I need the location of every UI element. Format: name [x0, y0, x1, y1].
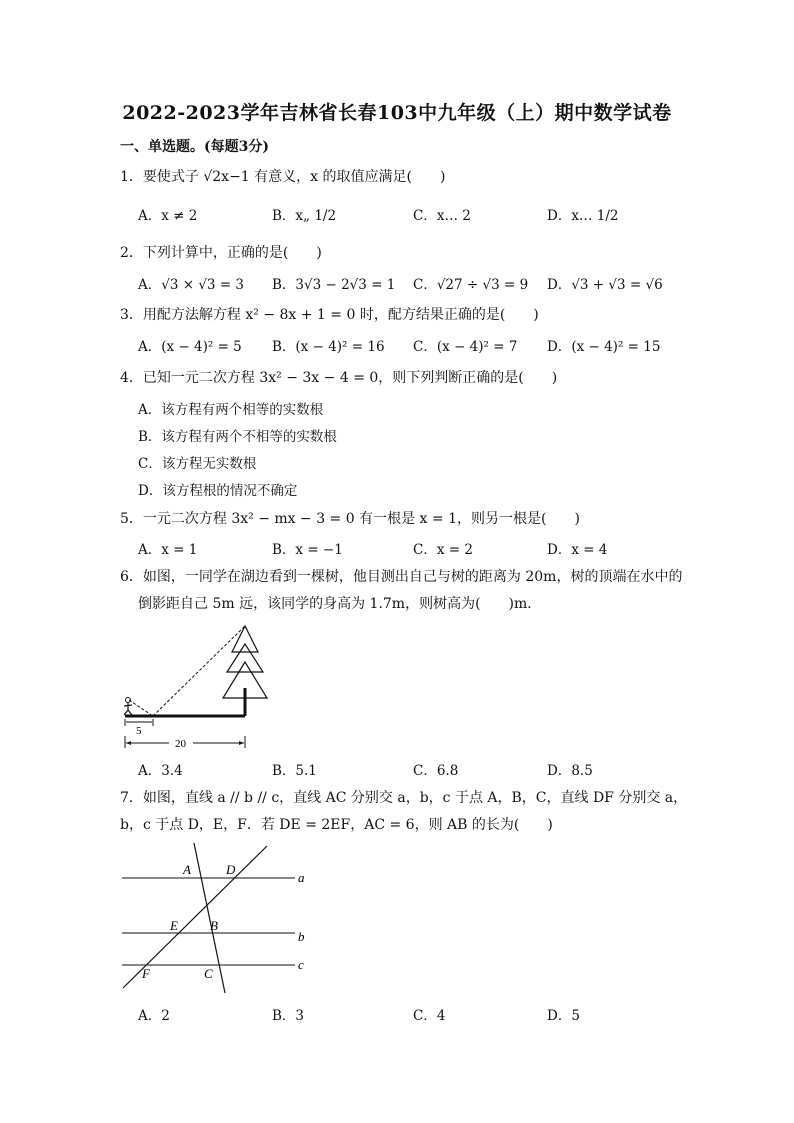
q2-option-a: A．√3 × √3 = 3 — [138, 277, 245, 293]
q7-option-d: D．5 — [547, 1008, 580, 1024]
line-c-label: c — [298, 957, 304, 972]
question-3: 3．用配方法解方程 x² − 8x + 1 = 0 时，配方结果正确的是( ) — [120, 307, 539, 323]
point-E-label: E — [170, 918, 178, 933]
point-B-label: B — [210, 918, 218, 933]
q6-option-b: B．5.1 — [272, 763, 317, 779]
q6-option-c: C．6.8 — [413, 763, 459, 779]
person-icon — [124, 698, 132, 716]
dimension-5-label: 5 — [136, 725, 142, 737]
tree-top — [232, 626, 258, 652]
q4-option-b: B．该方程有两个不相等的实数根 — [138, 429, 337, 445]
q7-figure-parallel-lines — [110, 838, 320, 998]
q5-option-b: B．x = −1 — [272, 542, 343, 558]
question-6-line-2: 倒影距自己 5m 远，该同学的身高为 1.7m，则树高为( )m． — [138, 596, 542, 612]
sight-line-to-reflection — [129, 700, 153, 716]
line-a-label: a — [298, 870, 305, 885]
point-C-label: C — [204, 966, 213, 981]
tree-middle — [227, 644, 263, 672]
q7-option-c: C．4 — [413, 1008, 446, 1024]
question-7-line-2: b，c 于点 D，E，F．若 DE = 2EF，AC = 6，则 AB 的长为( ) — [120, 817, 553, 833]
q5-option-d: D．x = 4 — [547, 542, 608, 558]
section-heading: 一、单选题。(每题3分) — [120, 139, 269, 155]
dimension-20-label: 20 — [175, 738, 186, 750]
q5-option-a: A．x = 1 — [138, 542, 198, 558]
q2-option-d: D．√3 + √3 = √6 — [547, 277, 663, 293]
dim-20-arrow-left — [126, 741, 131, 745]
q1-option-c: C．x… 2 — [413, 208, 471, 224]
q3-option-a: A．(x − 4)² = 5 — [138, 339, 242, 355]
q2-option-b: B．3√3 − 2√3 = 1 — [272, 277, 396, 293]
q1-option-b: B．x„ 1/2 — [272, 208, 337, 224]
q3-option-d: D．(x − 4)² = 15 — [547, 339, 661, 355]
q4-option-a: A．该方程有两个相等的实数根 — [138, 402, 324, 418]
q2-option-c: C．√27 ÷ √3 = 9 — [413, 277, 529, 293]
question-5: 5．一元二次方程 3x² − mx − 3 = 0 有一根是 x = 1，则另一根是( ) — [120, 511, 580, 527]
question-6-line-1: 6．如图，一同学在湖边看到一棵树，他目测出自己与树的距离为 20m，树的顶端在水中的 — [120, 569, 683, 585]
q1-option-a: A．x ≠ 2 — [138, 208, 198, 224]
line-b-label: b — [298, 929, 305, 944]
q3-option-c: C．(x − 4)² = 7 — [413, 339, 518, 355]
q6-option-a: A．3.4 — [138, 763, 183, 779]
question-7-line-1: 7．如图，直线 a // b // c，直线 AC 分别交 a，b，c 于点 A，B，C，直线 DF 分别交 a， — [120, 790, 688, 806]
q4-option-d: D．该方程根的情况不确定 — [138, 483, 298, 499]
q1-option-d: D．x… 1/2 — [547, 208, 619, 224]
q5-option-c: C．x = 2 — [413, 542, 473, 558]
question-2: 2．下列计算中，正确的是( ) — [120, 245, 322, 261]
question-1: 1．要使式子 √2x−1 有意义，x 的取值应满足( ) — [120, 169, 446, 185]
q6-figure-tree-reflection — [115, 618, 275, 753]
q4-option-c: C．该方程无实数根 — [138, 456, 257, 472]
point-D-label: D — [226, 862, 236, 877]
q7-option-b: B．3 — [272, 1008, 305, 1024]
page-title: 2022-2023学年吉林省长春103中九年级（上）期中数学试卷 — [122, 102, 672, 124]
point-F-label: F — [142, 966, 150, 981]
point-A-label: A — [183, 862, 191, 877]
q6-option-d: D．8.5 — [547, 763, 593, 779]
question-4: 4．已知一元二次方程 3x² − 3x − 4 = 0，则下列判断正确的是( ) — [120, 370, 558, 386]
dim-20-arrow-right — [239, 741, 244, 745]
q7-option-a: A．2 — [138, 1008, 170, 1024]
q3-option-b: B．(x − 4)² = 16 — [272, 339, 385, 355]
reflection-line-to-treetop — [153, 626, 245, 716]
